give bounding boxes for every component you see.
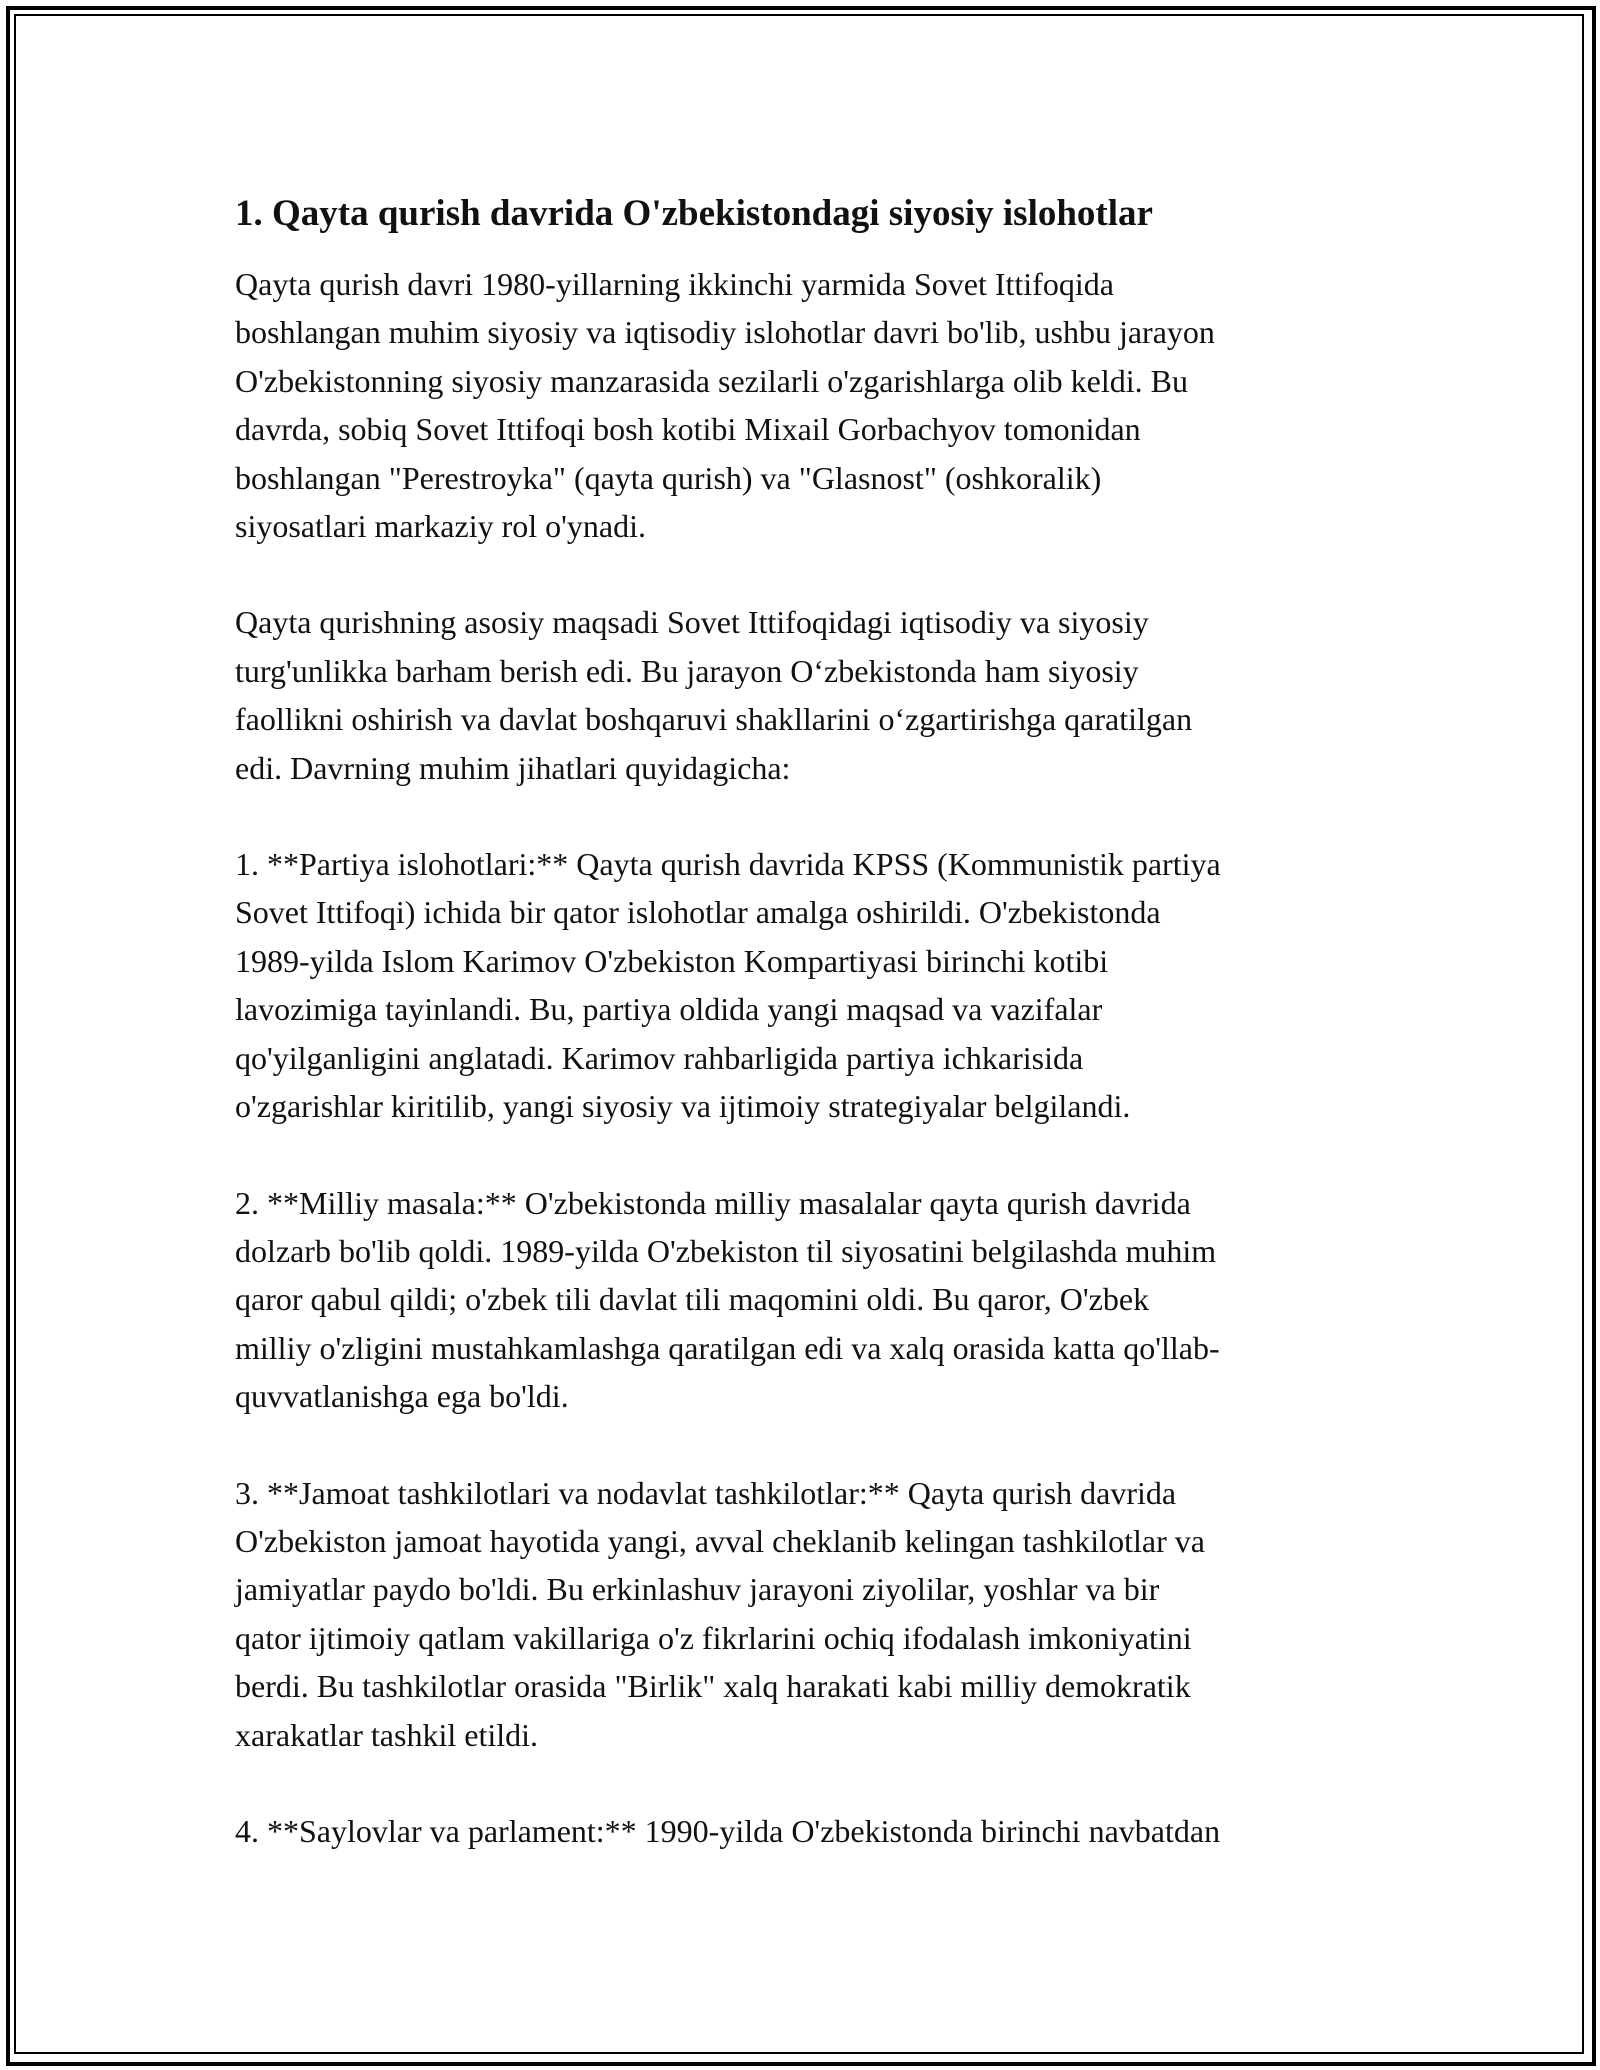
paragraph-national-issue: 2. **Milliy masala:** O'zbekistonda milliy masalalar qayta qurish davrida dolzarb bo'lib qoldi. 1989-yilda O'zbekiston til siyosatini belgilashda muhim qaror qabul qildi; o'zbek tili davlat tili maqomini oldi. Bu qaror, O'zbek milliy o'zligini mustahkamlashga qaratilgan edi va xalq orasida katta qo'llab- quvvatlanishga ega bo'ldi. (235, 1184, 1220, 1415)
paragraph-elections: 4. **Saylovlar va parlament:** 1990-yilda O'zbekistonda birinchi navbatdan (235, 1812, 1221, 1849)
paragraph-party-reforms: 1. **Partiya islohotlari:** Qayta qurish davrida KPSS (Kommunistik partiya Sovet Ittifoqi) ichida bir qator islohotlar amalga oshirildi. O'zbekistonda 1989-yilda Islom Karimov O'zbekiston Kompartiyasi birinchi kotibi lavozimiga tayinlandi. Bu, partiya oldida yangi maqsad va vazifalar qo'yilganligini anglatadi. Karimov rahbarligida partiya ichkarisida o'zgarishlar kiritilib, yangi siyosiy va ijtimoiy strategiyalar belgilandi. (235, 846, 1221, 1125)
paragraph-intro: Qayta qurish davri 1980-yillarning ikkinchi yarmida Sovet Ittifoqida boshlangan muhim siyosiy va iqtisodiy islohotlar davri bo'lib, ushbu jarayon O'zbekistonning siyosiy manzarasida sezilarli o'zgarishlarga olib keldi. Bu davrda, sobiq Sovet Ittifoqi bosh kotibi Mixail Gorbachyov tomonidan boshlangan "Perestroyka" (qayta qurish) va "Glasnost" (oshkoralik) siyosatlari markaziy rol o'ynadi. (235, 266, 1215, 545)
document-title: 1. Qayta qurish davrida O'zbekistondagi siyosiy islohotlar (235, 193, 1153, 234)
document-body (235, 186, 1385, 1903)
paragraph-goals: Qayta qurishning asosiy maqsadi Sovet Ittifoqidagi iqtisodiy va siyosiy turg'unlikka barham berish edi. Bu jarayon O‘zbekistonda ham siyosiy faollikni oshirish va davlat boshqaruvi shakllarini o‘zgartirishga qaratilgan edi. Davrning muhim jihatlari quyidagicha: (235, 604, 1193, 786)
paragraph-public-organizations: 3. **Jamoat tashkilotlari va nodavlat tashkilotlar:** Qayta qurish davrida O'zbekiston jamoat hayotida yangi, avval cheklanib kelingan tashkilotlar va jamiyatlar paydo bo'ldi. Bu erkinlashuv jarayoni ziyolilar, yoshlar va bir qator ijtimoiy qatlam vakillariga o'z fikrlarini ochiq ifodalash imkoniyatini berdi. Bu tashkilotlar orasida "Birlik" xalq harakati kabi milliy demokratik xarakatlar tashkil etildi. (235, 1474, 1205, 1753)
